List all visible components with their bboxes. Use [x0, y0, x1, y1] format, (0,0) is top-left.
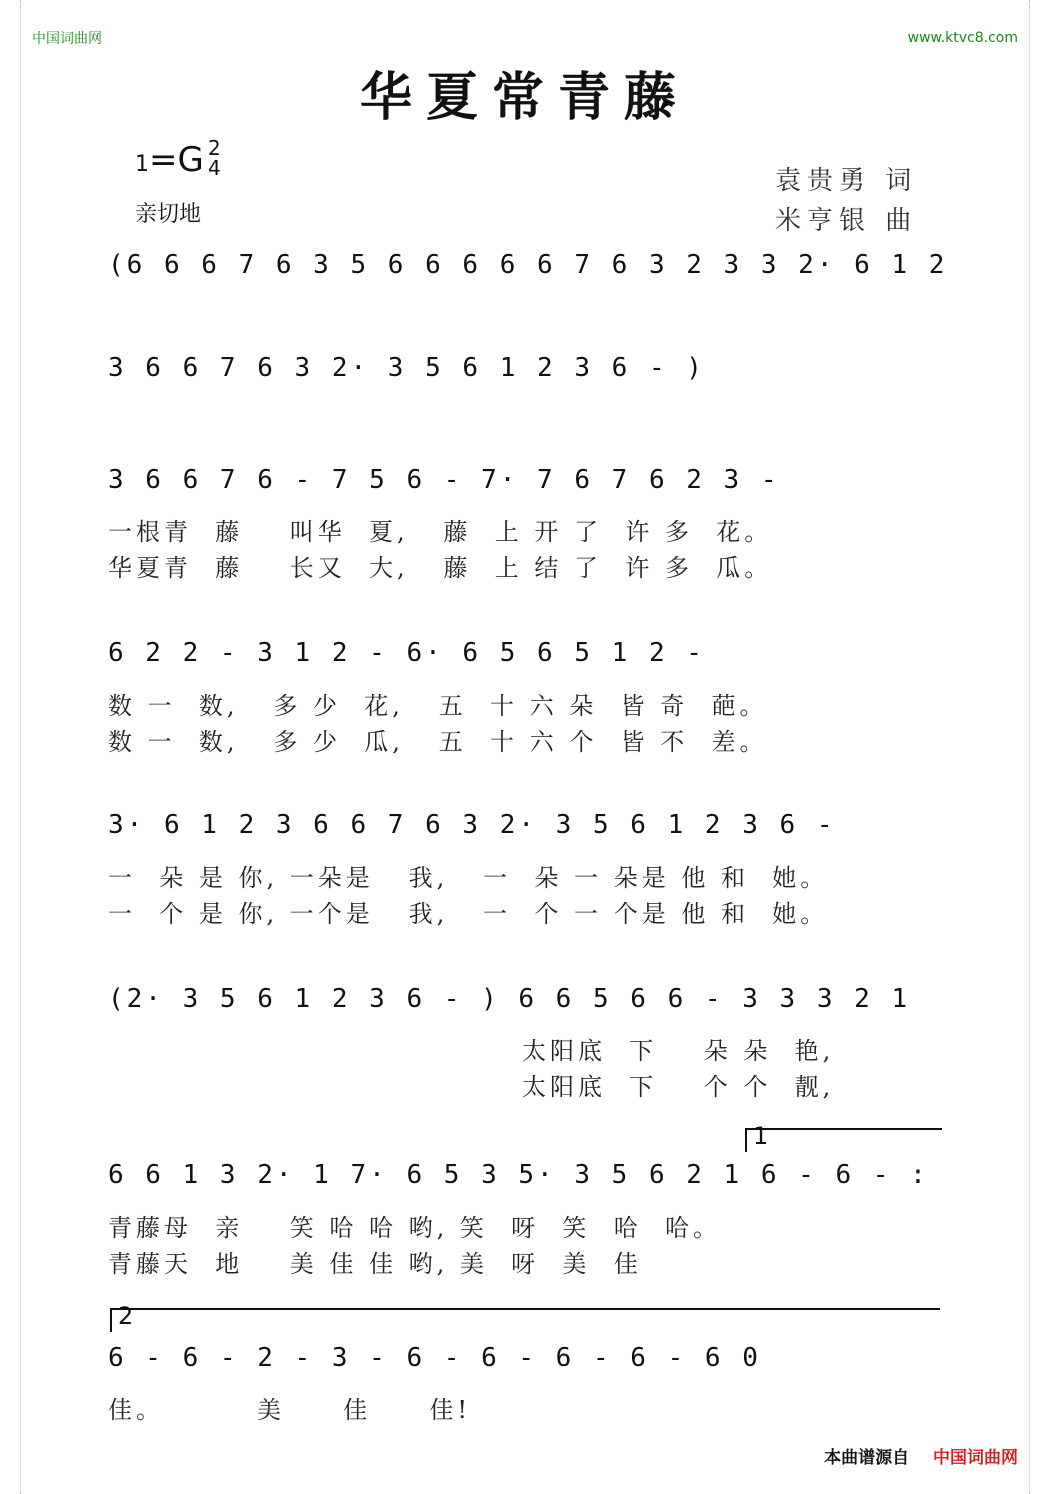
- source-site-link[interactable]: 中国词曲网: [933, 1448, 1018, 1468]
- second-ending-number: 2: [118, 1302, 134, 1330]
- notation-line-5: 3· 6 1 2 3 6 6 7 6 3 2· 3 5 6 1 2 3 6 -: [108, 810, 836, 840]
- notation-line-3: 3 6 6 7 6 - 7 5 6 - 7· 7 6 7 6 2 3 -: [108, 465, 780, 495]
- second-ending-bracket: [110, 1302, 940, 1332]
- notation-line-4: 6 2 2 - 3 1 2 - 6· 6 5 6 5 1 2 -: [108, 638, 705, 668]
- lyricist-credit: 袁贵勇 词: [775, 166, 918, 196]
- notation-line-7: 6 6 1 3 2· 1 7· 6 5 3 5· 3 5 6 2 1 6 - 6 - :: [108, 1160, 929, 1190]
- first-ending-number: 1: [753, 1122, 769, 1150]
- notation-line-1: (6 6 6 7 6 3 5 6 6 6 6 6 7 6 3 2 3 3 2· 6 1 2: [108, 250, 948, 280]
- key-degree: 1: [135, 152, 149, 177]
- lyric-line-7b: 青藤天 地 美 佳 佳 哟, 美 呀 美 佳: [108, 1250, 642, 1278]
- lyric-line-5a: 一 朵 是 你, 一朵是 我, 一 朵 一 朵是 他 和 她。: [108, 864, 829, 892]
- composer-credit: 米亨银 曲: [775, 206, 918, 236]
- tempo-marking: 亲切地: [135, 202, 202, 227]
- time-numerator: 2: [208, 136, 221, 160]
- notation-line-2: 3 6 6 7 6 3 2· 3 5 6 1 2 3 6 - ): [108, 353, 705, 383]
- lyric-line-3b: 华夏青 藤 长又 大, 藤 上 结 了 许 多 瓜。: [108, 554, 773, 582]
- lyric-line-3a: 一根青 藤 叫华 夏, 藤 上 开 了 许 多 花。: [108, 518, 773, 546]
- first-ending-bracket: [745, 1122, 942, 1152]
- key-name: =G: [149, 140, 204, 180]
- notation-line-6: (2· 3 5 6 1 2 3 6 - ) 6 6 5 6 6 - 3 3 3 2 1: [108, 984, 911, 1014]
- lyric-line-8: 佳。 美 佳 佳!: [108, 1396, 471, 1424]
- lyric-line-5b: 一 个 是 你, 一个是 我, 一 个 一 个是 他 和 她。: [108, 900, 829, 928]
- source-label: 本曲谱源自: [824, 1448, 910, 1468]
- lyric-line-4b: 数 一 数, 多 少 瓜, 五 十 六 个 皆 不 差。: [108, 728, 768, 756]
- left-margin-watermark: [0, 0, 21, 1494]
- site-url-right[interactable]: www.ktvc8.com: [907, 30, 1018, 46]
- time-denominator: 4: [208, 156, 221, 180]
- site-name-left[interactable]: 中国词曲网: [32, 31, 102, 47]
- lyric-line-7a: 青藤母 亲 笑 哈 哈 哟, 笑 呀 笑 哈 哈。: [108, 1214, 721, 1242]
- time-signature: [208, 138, 221, 178]
- song-title: 华夏常青藤: [359, 67, 690, 128]
- right-margin-watermark: [1029, 0, 1050, 1494]
- notation-line-8: 6 - 6 - 2 - 3 - 6 - 6 - 6 - 6 - 6 0: [108, 1343, 761, 1373]
- key-signature: [135, 140, 204, 180]
- lyric-line-4a: 数 一 数, 多 少 花, 五 十 六 朵 皆 奇 葩。: [108, 692, 768, 720]
- lyric-line-6b: 太阳底 下 个 个 靓,: [522, 1073, 835, 1101]
- source-footer: [824, 1443, 1018, 1468]
- lyric-line-6a: 太阳底 下 朵 朵 艳,: [522, 1037, 835, 1065]
